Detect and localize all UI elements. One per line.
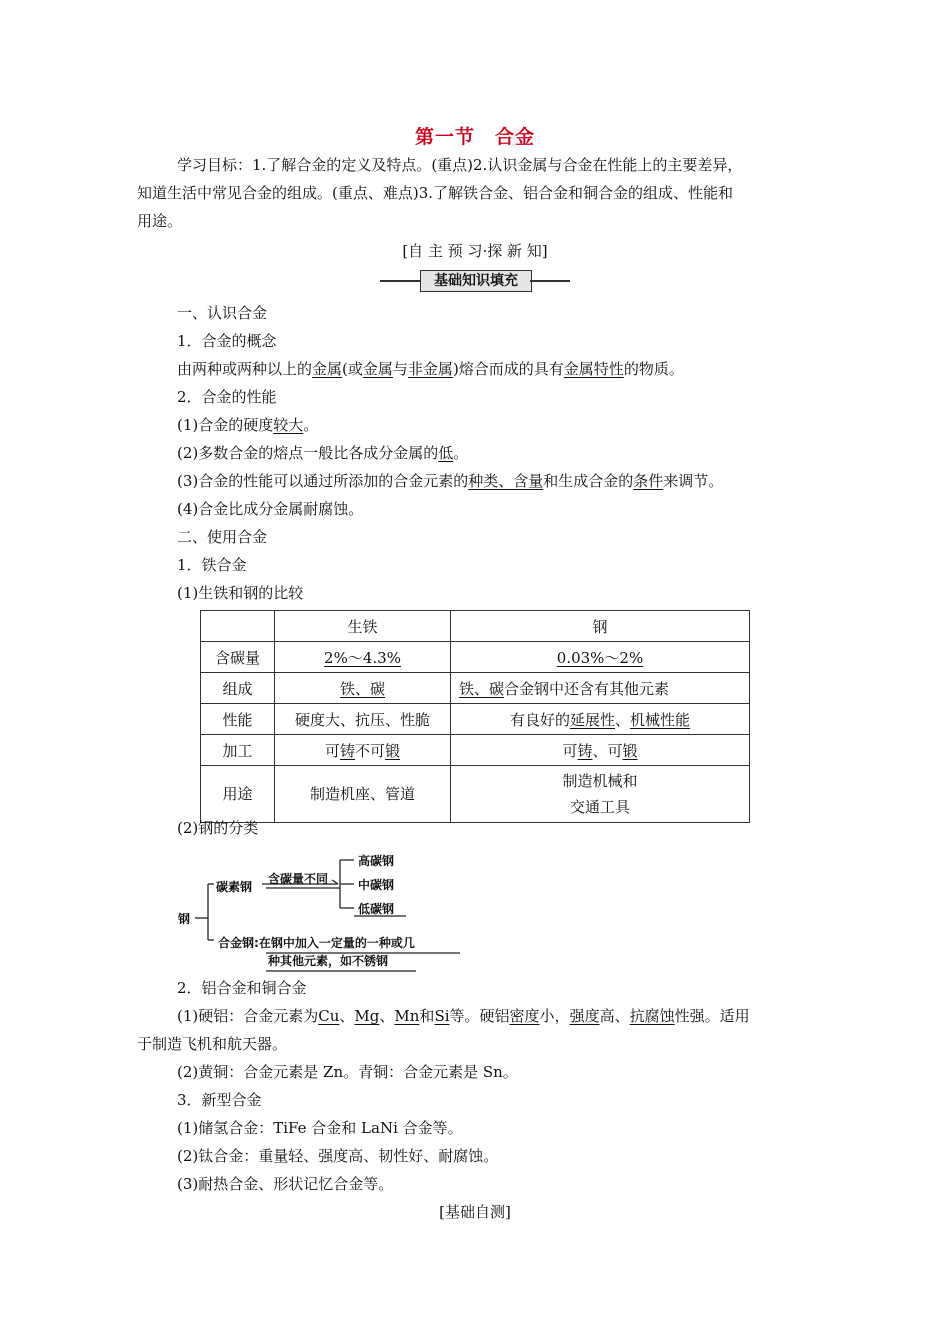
part1-sub1: 1．合金的概念	[177, 332, 277, 350]
part2-sub2: 2．铝合金和铜合金	[177, 979, 307, 997]
diagram-leaf-high: 高碳钢	[358, 854, 395, 868]
hard-aluminum-line: (1)硬铝：合金元素为Cu、Mg、Mn和Si等。硬铝密度小，强度高、抗腐蚀性强。适用	[177, 1007, 750, 1025]
row-label: 加工	[201, 735, 275, 766]
new-alloy-2: (2)钛合金：重量轻、强度高、韧性好、耐腐蚀。	[177, 1147, 499, 1165]
table-row	[201, 611, 750, 642]
diagram-alloy-desc: 种其他元素，如不锈钢	[268, 954, 389, 968]
table-row	[201, 735, 750, 766]
table-cell: 硬度大、抗压、性脆	[275, 704, 451, 735]
row-label: 性能	[201, 704, 275, 735]
table-row	[201, 673, 750, 704]
table-cell: 可铸不可锻	[275, 735, 451, 766]
compare-title: (1)生铁和钢的比较	[177, 584, 304, 602]
page-title: 第一节 合金	[414, 126, 535, 148]
table-row	[201, 704, 750, 735]
diagram-root: 钢	[178, 912, 191, 926]
row-label: 含碳量	[201, 642, 275, 673]
table-cell: 可铸、可锻	[451, 735, 750, 766]
new-alloy-3: (3)耐热合金、形状记忆合金等。	[177, 1175, 394, 1193]
objectives-line-1: 学习目标：1.了解合金的定义及特点。(重点)2.认识金属与合金在性能上的主要差异，	[177, 156, 743, 174]
table-cell: 铁、碳合金钢中还含有其他元素	[451, 673, 750, 704]
table-cell: 有良好的延展性、机械性能	[451, 704, 750, 735]
objectives-line-2: 知道生活中常见合金的组成。(重点、难点)3.了解铁合金、铝合金和铜合金的组成、性能和	[137, 184, 734, 202]
diagram-alloy-steel: 合金钢:在钢中加入一定量的一种或几	[218, 936, 415, 950]
part1-sub2: 2．合金的性能	[177, 388, 277, 406]
steel-class-title: (2)钢的分类	[177, 819, 259, 837]
steel-classification-diagram	[178, 848, 498, 973]
property-3: (3)合金的性能可以通过所添加的合金元素的种类、含量和生成合金的条件来调节。	[177, 472, 724, 490]
part2-sub1: 1．铁合金	[177, 556, 247, 574]
table-cell: 0.03%～2%	[451, 642, 750, 673]
banner-label: 基础知识填充	[420, 270, 532, 292]
row-label: 组成	[201, 673, 275, 704]
table-header-pig-iron: 生铁	[275, 611, 451, 642]
hard-aluminum-line-2: 于制造飞机和航天器。	[137, 1035, 288, 1053]
table-row	[201, 642, 750, 673]
new-alloy-1: (1)储氢合金：TiFe 合金和 LaNi 合金等。	[177, 1119, 463, 1137]
diagram-criterion: 含碳量不同	[268, 872, 329, 886]
section-header: [自 主 预 习·探 新 知]	[402, 242, 548, 260]
property-4: (4)合金比成分金属耐腐蚀。	[177, 500, 364, 518]
alloy-concept: 由两种或两种以上的金属(或金属与非金属)熔合而成的具有金属特性的物质。	[177, 360, 684, 378]
diagram-leaf-low: 低碳钢	[358, 902, 395, 916]
table-cell: 制造机座、管道	[275, 766, 451, 823]
diagram-leaf-medium: 中碳钢	[358, 878, 395, 892]
table-cell	[201, 611, 275, 642]
property-2: (2)多数合金的熔点一般比各成分金属的低。	[177, 444, 469, 462]
part2-heading: 二、使用合金	[177, 528, 268, 546]
part1-heading: 一、认识合金	[177, 304, 268, 322]
property-1: (1)合金的硬度较大。	[177, 416, 319, 434]
table-cell: 铁、碳	[275, 673, 451, 704]
brass-line: (2)黄铜：合金元素是 Zn。青铜：合金元素是 Sn。	[177, 1063, 518, 1081]
objectives-line-3: 用途。	[137, 212, 183, 230]
table-cell: 制造机械和 交通工具	[451, 766, 750, 823]
part2-sub3: 3．新型合金	[177, 1091, 262, 1109]
pig-iron-steel-table	[200, 610, 750, 823]
table-row	[201, 766, 750, 823]
banner	[380, 270, 570, 292]
table-cell: 2%～4.3%	[275, 642, 451, 673]
table-header-steel: 钢	[451, 611, 750, 642]
diagram-carbon-steel: 碳素钢	[216, 880, 253, 894]
footer-section: [基础自测]	[439, 1203, 511, 1221]
row-label: 用途	[201, 766, 275, 823]
